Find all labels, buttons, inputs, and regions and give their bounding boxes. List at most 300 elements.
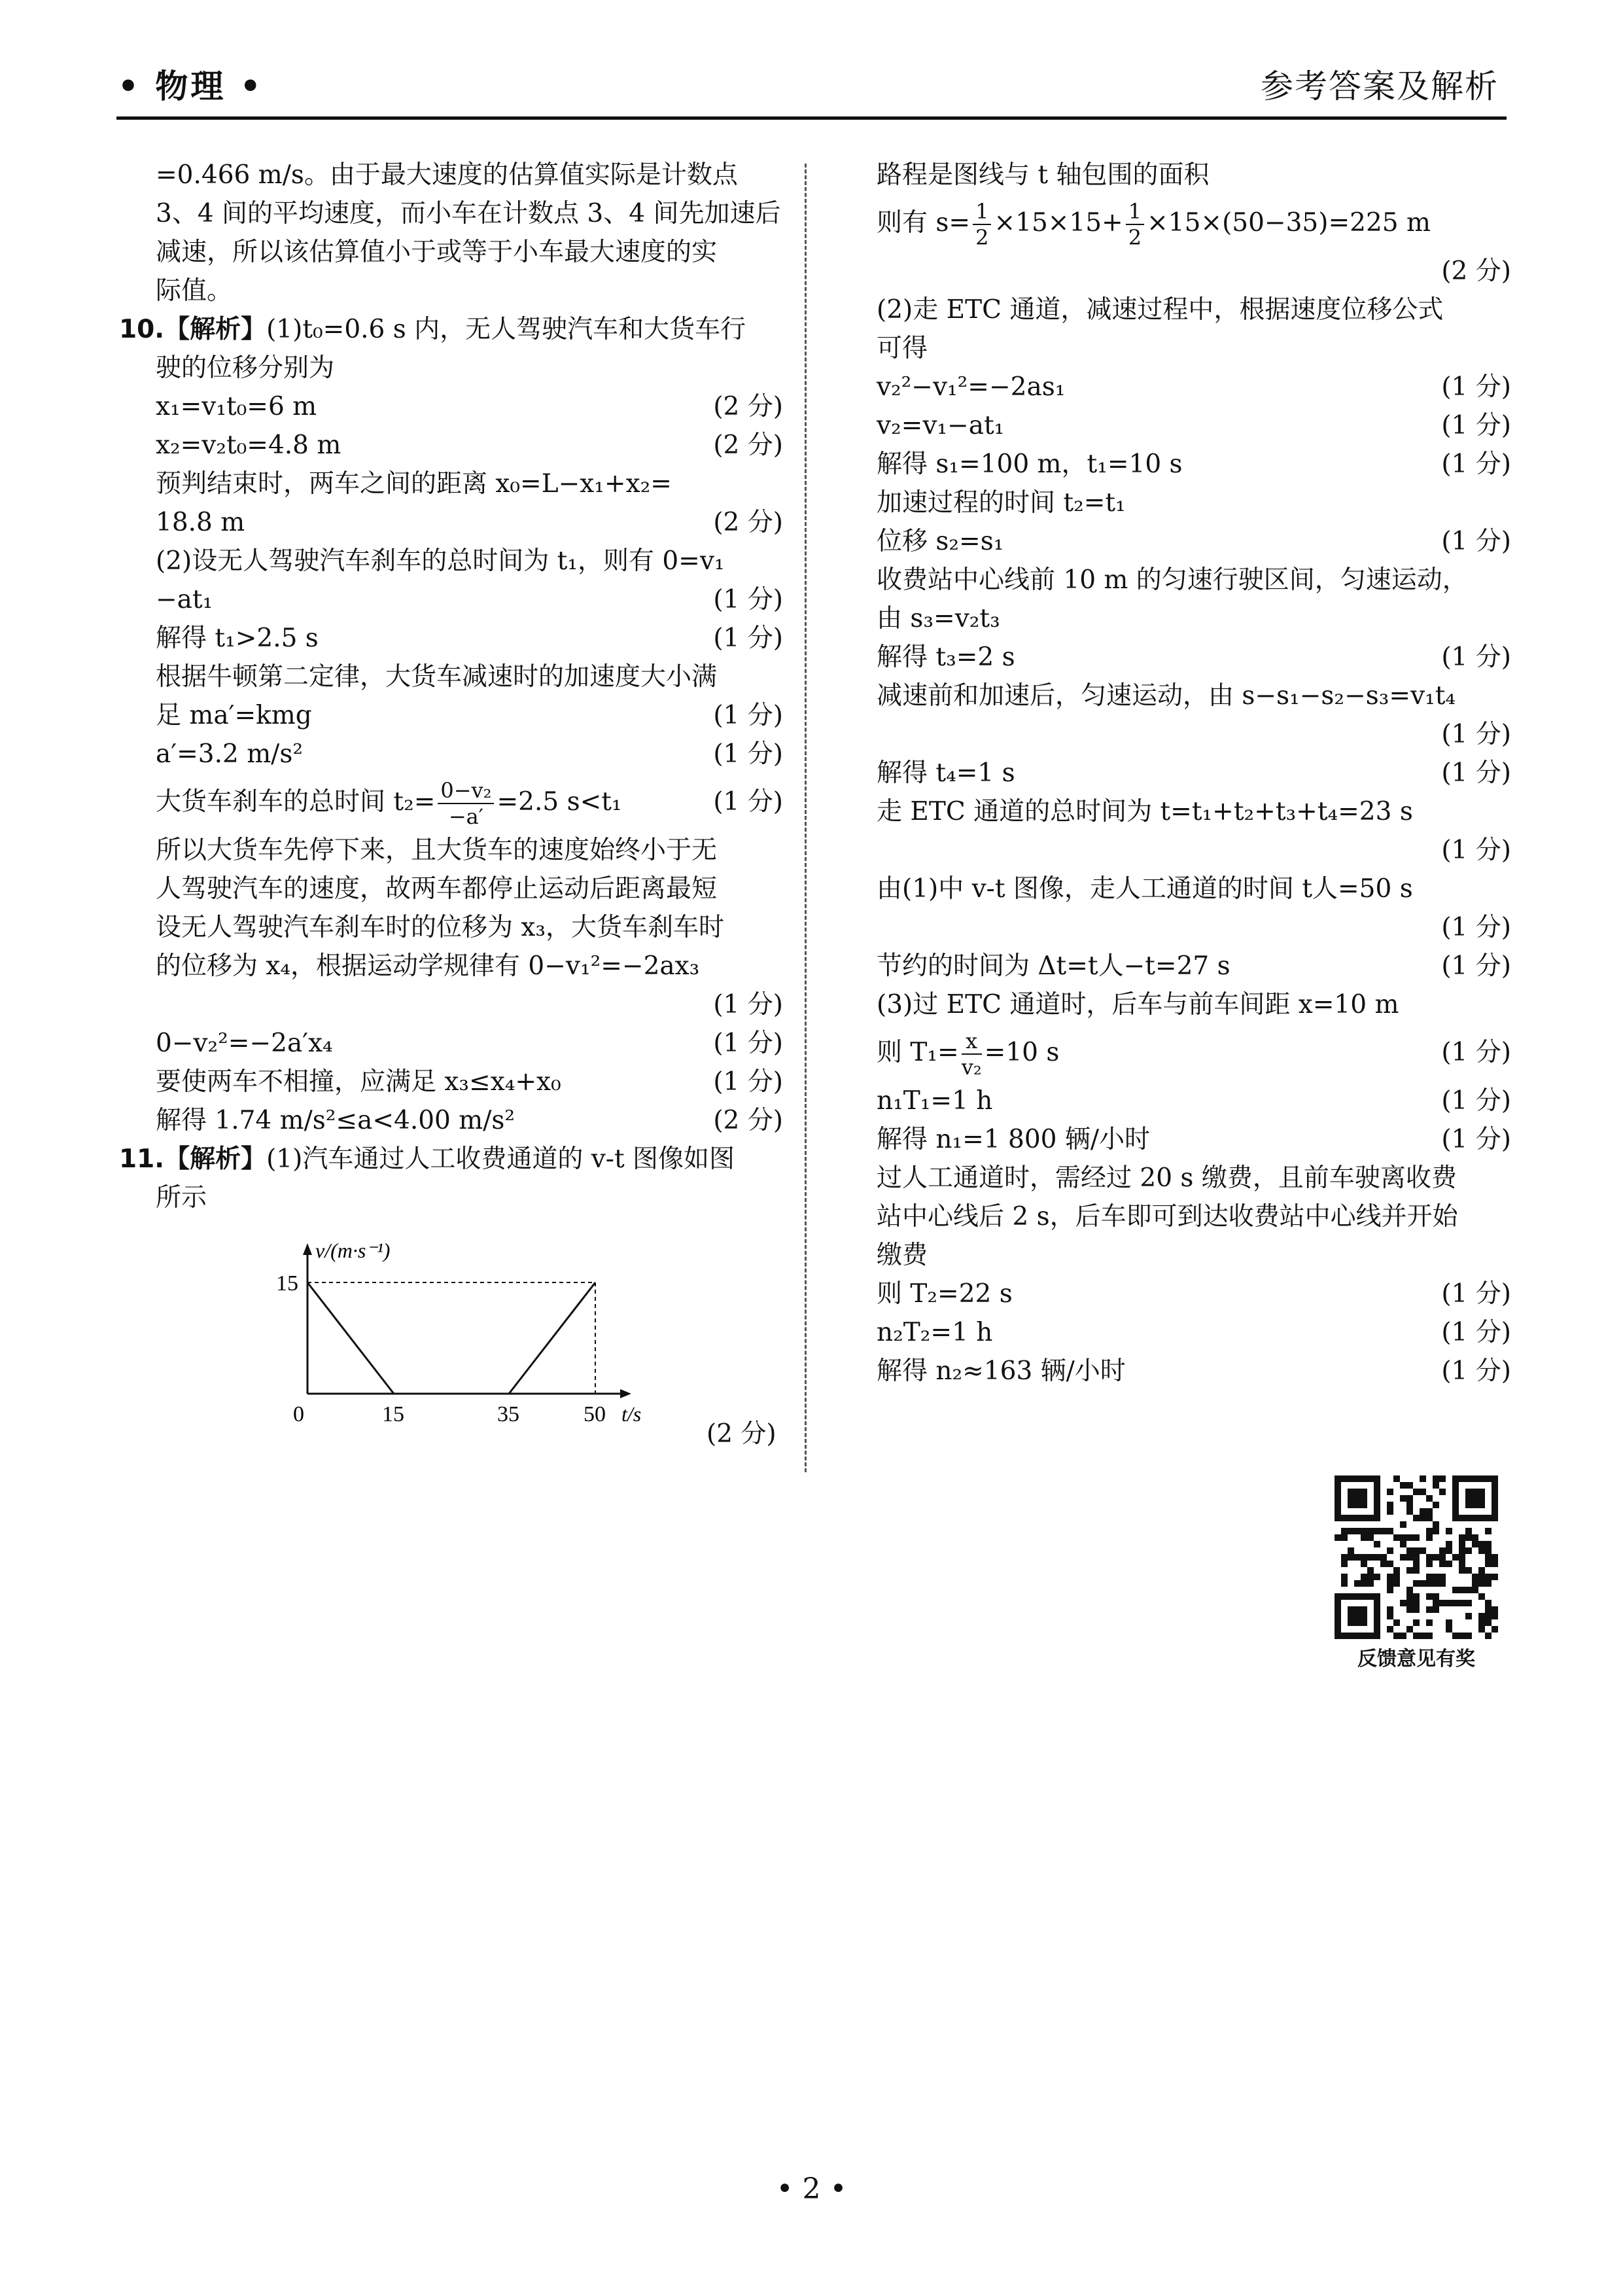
- qr-module: [1406, 1495, 1413, 1502]
- qr-module: [1348, 1528, 1354, 1534]
- qr-module: [1492, 1554, 1498, 1561]
- qr-module: [1374, 1554, 1380, 1561]
- qr-module: [1426, 1554, 1433, 1561]
- line-text: 所示: [156, 1183, 207, 1212]
- qr-module: [1374, 1541, 1380, 1547]
- qr-module: [1426, 1534, 1433, 1541]
- qr-module: [1400, 1554, 1406, 1561]
- qr-module: [1485, 1574, 1492, 1580]
- qr-module: [1374, 1528, 1380, 1534]
- text-line: [119, 503, 783, 542]
- text-line: [119, 387, 783, 426]
- header-title: 参考答案及解析: [1261, 67, 1499, 105]
- line-text: 走 ETC 通道的总时间为 t=t₁+t₂+t₃+t₄=23 s: [877, 797, 1413, 826]
- qr-module: [1472, 1587, 1478, 1593]
- qr-module: [1492, 1613, 1498, 1619]
- qr-module: [1426, 1633, 1433, 1639]
- qr-module: [1406, 1587, 1413, 1593]
- qr-module: [1465, 1600, 1472, 1606]
- line-text: 解得 s₁=100 m，t₁=10 s: [877, 450, 1183, 479]
- qr-module: [1439, 1580, 1446, 1587]
- text-line: [119, 947, 783, 985]
- line-text: x₁=v₁t₀=6 m: [156, 392, 317, 421]
- line-text: 解得 1.74 m/s²≤a<4.00 m/s²: [156, 1106, 515, 1135]
- frac-pre: 则 T₁=: [877, 1038, 959, 1067]
- column-divider: [805, 164, 807, 1472]
- qr-module: [1478, 1541, 1485, 1547]
- qr-module: [1472, 1541, 1478, 1547]
- qr-module: [1387, 1561, 1393, 1567]
- qr-module: [1485, 1541, 1492, 1547]
- line-text: v₂=v₁−at₁: [877, 411, 1005, 440]
- text-line: [877, 368, 1511, 406]
- text-line: [877, 870, 1511, 908]
- qr-module: [1446, 1547, 1452, 1554]
- denominator: 2: [975, 225, 989, 250]
- x-axis-label: t/s: [621, 1402, 642, 1426]
- qr-module: [1400, 1482, 1406, 1489]
- qr-module: [1478, 1580, 1485, 1587]
- qr-module: [1452, 1633, 1459, 1639]
- qr-module: [1492, 1574, 1498, 1580]
- text-line: [877, 985, 1511, 1024]
- qr-module: [1478, 1567, 1485, 1574]
- text-line: [877, 677, 1511, 715]
- text-line: [877, 484, 1511, 522]
- brake-time-formula: [119, 773, 783, 831]
- line-text: 3、4 间的平均速度，而小车在计数点 3、4 间先加速后: [156, 199, 781, 228]
- score: (1 分): [1441, 643, 1511, 672]
- fraction: [1126, 199, 1144, 250]
- score: (1 分): [1441, 1038, 1511, 1067]
- qr-module: [1426, 1515, 1433, 1521]
- qr-module: [1387, 1574, 1393, 1580]
- text-line: [877, 561, 1511, 599]
- qr-module: [1439, 1475, 1446, 1482]
- qr-module: [1406, 1606, 1413, 1613]
- line-text: 0−v₂²=−2a′x₄: [156, 1029, 333, 1058]
- frac-mid: ×15×15+: [994, 208, 1123, 238]
- line-text: n₂T₂=1 h: [877, 1318, 993, 1347]
- qr-module: [1367, 1528, 1374, 1534]
- line-text: 由(1)中 v-t 图像，走人工通道的时间 t人=50 s: [877, 874, 1413, 904]
- qr-module: [1387, 1508, 1393, 1515]
- text-line: [119, 426, 783, 465]
- qr-module: [1413, 1534, 1420, 1541]
- text-line: [119, 696, 783, 735]
- qr-module: [1380, 1528, 1387, 1534]
- score: (1 分): [713, 990, 783, 1019]
- qr-module: [1465, 1528, 1472, 1534]
- line-text: 解得 t₃=2 s: [877, 643, 1015, 672]
- denominator: v₂: [961, 1055, 982, 1080]
- score: (1 分): [1441, 1125, 1511, 1154]
- qr-module: [1387, 1606, 1393, 1613]
- numerator: 0−v₂: [438, 778, 494, 804]
- text-line: [877, 908, 1511, 947]
- qr-module: [1335, 1534, 1341, 1541]
- frac-post: ×15×(50−35)=225 m: [1147, 208, 1431, 238]
- line-text: (1)汽车通过人工收费通道的 v-t 图像如图: [266, 1144, 735, 1174]
- line-text: 减速，所以该估算值小于或等于小车最大速度的实: [156, 238, 718, 267]
- qr-module: [1426, 1606, 1433, 1613]
- line-text: 位移 s₂=s₁: [877, 527, 1004, 556]
- qr-module: [1485, 1600, 1492, 1606]
- score: (1 分): [713, 701, 783, 730]
- qr-module: [1406, 1567, 1413, 1574]
- qr-module: [1433, 1502, 1439, 1508]
- text-line: [119, 908, 783, 947]
- score: (2 分): [713, 431, 783, 460]
- line-text: x₂=v₂t₀=4.8 m: [156, 431, 341, 460]
- line-text: (2)设无人驾驶汽车刹车的总时间为 t₁，则有 0=v₁: [156, 546, 725, 576]
- line-text: 驶的位移分别为: [156, 353, 335, 383]
- qr-module: [1406, 1600, 1413, 1606]
- qr-module: [1439, 1554, 1446, 1561]
- line-text: n₁T₁=1 h: [877, 1086, 993, 1116]
- score: (1 分): [713, 787, 783, 817]
- qr-module: [1367, 1567, 1374, 1574]
- vt-chart: [268, 1230, 648, 1439]
- qr-module: [1413, 1633, 1420, 1639]
- qr-module: [1406, 1482, 1413, 1489]
- qr-module: [1387, 1489, 1393, 1495]
- qr-module: [1413, 1580, 1420, 1587]
- text-line: [119, 619, 783, 658]
- qr-module: [1413, 1567, 1420, 1574]
- qr-module: [1361, 1574, 1367, 1580]
- qr-module: [1393, 1475, 1400, 1482]
- score: (1 分): [713, 585, 783, 614]
- y-axis-label: v/(m·s⁻¹): [315, 1239, 391, 1262]
- qr-module: [1472, 1534, 1478, 1541]
- qr-module: [1426, 1508, 1433, 1515]
- qr-module: [1433, 1482, 1439, 1489]
- qr-module: [1393, 1580, 1400, 1587]
- text-line: [877, 1275, 1511, 1313]
- score: (1 分): [1441, 527, 1511, 556]
- qr-module: [1439, 1561, 1446, 1567]
- qr-module: [1446, 1541, 1452, 1547]
- x-axis-arrow: [620, 1389, 631, 1398]
- text-line: [877, 1159, 1511, 1197]
- frac-pre: 大货车刹车的总时间 t₂=: [156, 787, 436, 817]
- qr-module: [1413, 1489, 1420, 1495]
- x-tick-label: 0: [293, 1402, 304, 1426]
- qr-module: [1426, 1593, 1433, 1600]
- qr-module: [1459, 1567, 1465, 1574]
- qr-module: [1465, 1587, 1472, 1593]
- qr-module: [1400, 1541, 1406, 1547]
- qr-module: [1420, 1475, 1426, 1482]
- line-text: (3)过 ETC 通道时，后车与前车间距 x=10 m: [877, 990, 1399, 1019]
- score: (1 分): [1441, 1279, 1511, 1309]
- score: (1 分): [1441, 758, 1511, 788]
- qr-module: [1341, 1534, 1348, 1541]
- qr-module: [1478, 1613, 1485, 1619]
- text-line: [877, 156, 1511, 194]
- score: (1 分): [1441, 1356, 1511, 1386]
- score: (1 分): [1441, 450, 1511, 479]
- text-line: [119, 658, 783, 696]
- line-text: 路程是图线与 t 轴包围的面积: [877, 160, 1210, 190]
- qr-module: [1367, 1580, 1374, 1587]
- score: (1 分): [1441, 372, 1511, 402]
- line-text: 预判结束时，两车之间的距离 x₀=L−x₁+x₂=: [156, 469, 672, 499]
- qr-module: [1380, 1554, 1387, 1561]
- qr-module: [1361, 1561, 1367, 1567]
- qr-module: [1400, 1495, 1406, 1502]
- qr-module: [1348, 1489, 1367, 1508]
- qr-module: [1485, 1528, 1492, 1534]
- qr-module: [1420, 1515, 1426, 1521]
- line-text: v₂²−v₁²=−2as₁: [877, 372, 1066, 402]
- line-text: 解得 t₄=1 s: [877, 758, 1015, 788]
- qr-module: [1446, 1626, 1452, 1633]
- distance-formula: [877, 194, 1511, 252]
- qr-module: [1361, 1580, 1367, 1587]
- score: (1 分): [1441, 411, 1511, 440]
- frac-pre: 则有 s=: [877, 208, 971, 238]
- x-tick-label: 50: [584, 1402, 606, 1426]
- qr-module: [1433, 1554, 1439, 1561]
- qr-module: [1446, 1619, 1452, 1626]
- header-rule: [116, 116, 1507, 120]
- qr-module: [1413, 1600, 1420, 1606]
- text-line: [877, 445, 1511, 484]
- text-line: [119, 1178, 783, 1217]
- numerator: 1: [973, 199, 991, 225]
- qr-module: [1485, 1606, 1492, 1613]
- text-line: [119, 233, 783, 272]
- qr-module: [1465, 1534, 1472, 1541]
- text-line: [119, 985, 783, 1024]
- qr-module: [1452, 1600, 1459, 1606]
- text-line: [877, 1197, 1511, 1236]
- qr-module: [1387, 1528, 1393, 1534]
- x-tick-label: 15: [382, 1402, 404, 1426]
- text-line: [119, 349, 783, 387]
- qr-module: [1367, 1534, 1374, 1541]
- score: (2 分): [713, 392, 783, 421]
- denominator: −a′: [448, 804, 483, 829]
- qr-module: [1387, 1580, 1393, 1587]
- qr-module: [1439, 1574, 1446, 1580]
- line-text: 18.8 m: [156, 508, 245, 537]
- qr-module: [1341, 1554, 1348, 1561]
- text-line: [119, 194, 783, 233]
- qr-module: [1387, 1626, 1393, 1633]
- line-text: (2)走 ETC 通道，减速过程中，根据速度位移公式: [877, 295, 1444, 325]
- qr-module: [1387, 1502, 1393, 1508]
- score: (2 分): [1441, 256, 1511, 286]
- qr-module: [1393, 1534, 1400, 1541]
- left-column: [119, 156, 783, 1217]
- qr-module: [1459, 1600, 1465, 1606]
- qr-module: [1400, 1521, 1406, 1528]
- line-text: 人驾驶汽车的速度，故两车都停止运动后距离最短: [156, 874, 718, 904]
- qr-module: [1406, 1508, 1413, 1515]
- line-text: 站中心线后 2 s，后车即可到达收费站中心线并开始: [877, 1202, 1458, 1231]
- qr-module: [1400, 1534, 1406, 1541]
- qr-module: [1485, 1561, 1492, 1567]
- score: (1 分): [713, 739, 783, 769]
- text-line: [877, 1352, 1511, 1390]
- line-text: 设无人驾驶汽车刹车时的位移为 x₃，大货车刹车时: [156, 913, 725, 942]
- text-line: [877, 329, 1511, 368]
- denominator: 2: [1128, 225, 1142, 250]
- qr-module: [1439, 1489, 1446, 1495]
- line-text: 解得 t₁>2.5 s: [156, 624, 319, 653]
- score: (2 分): [713, 508, 783, 537]
- numerator: x: [962, 1029, 982, 1055]
- qr-module: [1433, 1475, 1439, 1482]
- text-line: [877, 1120, 1511, 1159]
- line-text: 减速前和加速后，匀速运动，由 s−s₁−s₂−s₃=v₁t₄: [877, 681, 1456, 711]
- qr-module: [1374, 1574, 1380, 1580]
- qr-module: [1439, 1547, 1446, 1554]
- qr-module: [1361, 1528, 1367, 1534]
- line-text: 足 ma′=kmg: [156, 701, 312, 730]
- qr-module: [1341, 1561, 1348, 1567]
- qr-module: [1406, 1593, 1413, 1600]
- text-line: [119, 580, 783, 619]
- qr-module: [1420, 1508, 1426, 1515]
- qr-module: [1452, 1554, 1459, 1561]
- qr-module: [1485, 1633, 1492, 1639]
- qr-code[interactable]: [1335, 1475, 1498, 1639]
- qr-module: [1465, 1633, 1472, 1639]
- text-line: [119, 156, 783, 194]
- qr-module: [1465, 1489, 1485, 1508]
- right-column: [877, 156, 1511, 1390]
- text-line: [877, 599, 1511, 638]
- page-number: • 2 •: [776, 2172, 847, 2206]
- score: (1 分): [1441, 1318, 1511, 1347]
- qr-module: [1413, 1554, 1420, 1561]
- qr-module: [1452, 1587, 1459, 1593]
- line-text: 解得 n₂≈163 辆/小时: [877, 1356, 1126, 1386]
- fraction: [438, 778, 494, 829]
- qr-module: [1433, 1521, 1439, 1528]
- score: (1 分): [1441, 913, 1511, 942]
- qr-module: [1459, 1541, 1465, 1547]
- qr-module: [1492, 1561, 1498, 1567]
- qr-module: [1420, 1489, 1426, 1495]
- qr-module: [1485, 1613, 1492, 1619]
- text-line: [119, 465, 783, 503]
- qr-module: [1400, 1633, 1406, 1639]
- qr-module: [1426, 1528, 1433, 1534]
- score: (1 分): [713, 624, 783, 653]
- qr-module: [1492, 1626, 1498, 1633]
- y-axis-arrow: [303, 1243, 312, 1255]
- line-text: 所以大货车先停下来，且大货车的速度始终小于无: [156, 836, 718, 865]
- series-segment: [509, 1282, 595, 1394]
- text-line: [877, 291, 1511, 329]
- x-tick-label: 35: [497, 1402, 519, 1426]
- qr-module: [1354, 1528, 1361, 1534]
- frac-post: =10 s: [984, 1038, 1060, 1067]
- line-text: (1)t₀=0.6 s 内，无人驾驶汽车和大货车行: [266, 315, 746, 344]
- qr-module: [1426, 1495, 1433, 1502]
- qr-module: [1472, 1580, 1478, 1587]
- question-label: 11.【解析】: [119, 1144, 267, 1174]
- qr-module: [1400, 1600, 1406, 1606]
- fraction: [962, 1029, 982, 1080]
- text-line: [119, 735, 783, 773]
- score: (1 分): [1441, 951, 1511, 981]
- score: (1 分): [1441, 720, 1511, 749]
- score: (1 分): [713, 1029, 783, 1058]
- qr-module: [1426, 1619, 1433, 1626]
- text-line: [119, 831, 783, 870]
- qr-module: [1433, 1574, 1439, 1580]
- text-line: [877, 406, 1511, 445]
- line-text: 际值。: [156, 276, 233, 306]
- qr-module: [1393, 1633, 1400, 1639]
- qr-module: [1420, 1547, 1426, 1554]
- text-line: [877, 1313, 1511, 1352]
- text-line: [119, 272, 783, 310]
- series-segment: [307, 1282, 394, 1394]
- line-text: 解得 n₁=1 800 辆/小时: [877, 1125, 1151, 1154]
- qr-module: [1413, 1561, 1420, 1567]
- qr-module: [1433, 1606, 1439, 1613]
- qr-module: [1367, 1574, 1374, 1580]
- qr-module: [1380, 1561, 1387, 1567]
- text-line: [877, 715, 1511, 754]
- question-label: 10.【解析】: [119, 315, 267, 344]
- qr-module: [1406, 1626, 1413, 1633]
- score: (2 分): [713, 1106, 783, 1135]
- line-text: 根据牛顿第二定律，大货车减速时的加速度大小满: [156, 662, 718, 692]
- qr-module: [1465, 1567, 1472, 1574]
- line-text: 则 T₂=22 s: [877, 1279, 1013, 1309]
- qr-module: [1406, 1547, 1413, 1554]
- header-subject: • 物理 •: [118, 67, 264, 105]
- qr-module: [1433, 1580, 1439, 1587]
- qr-module: [1478, 1619, 1485, 1626]
- qr-module: [1446, 1600, 1452, 1606]
- text-line: [877, 638, 1511, 677]
- qr-module: [1341, 1580, 1348, 1587]
- qr-module: [1413, 1593, 1420, 1600]
- qr-module: [1478, 1574, 1485, 1580]
- line-text: 缴费: [877, 1241, 928, 1270]
- qr-module: [1348, 1606, 1367, 1626]
- qr-module: [1465, 1547, 1472, 1554]
- qr-module: [1393, 1574, 1400, 1580]
- qr-module: [1433, 1600, 1439, 1606]
- qr-module: [1426, 1580, 1433, 1587]
- line-text: 可得: [877, 334, 928, 363]
- period-formula: [877, 1024, 1511, 1082]
- line-text: =0.466 m/s。由于最大速度的估算值实际是计数点: [156, 160, 738, 190]
- qr-module: [1341, 1574, 1348, 1580]
- text-line: [119, 1063, 783, 1101]
- line-text: a′=3.2 m/s²: [156, 739, 303, 769]
- text-line: [119, 1024, 783, 1063]
- text-line: [119, 870, 783, 908]
- qr-module: [1367, 1554, 1374, 1561]
- qr-module: [1485, 1547, 1492, 1554]
- chart-score: (2 分): [707, 1419, 777, 1449]
- qr-module: [1413, 1547, 1420, 1554]
- frac-post: =2.5 s<t₁: [497, 787, 622, 817]
- qr-module: [1393, 1619, 1400, 1626]
- qr-module: [1393, 1567, 1400, 1574]
